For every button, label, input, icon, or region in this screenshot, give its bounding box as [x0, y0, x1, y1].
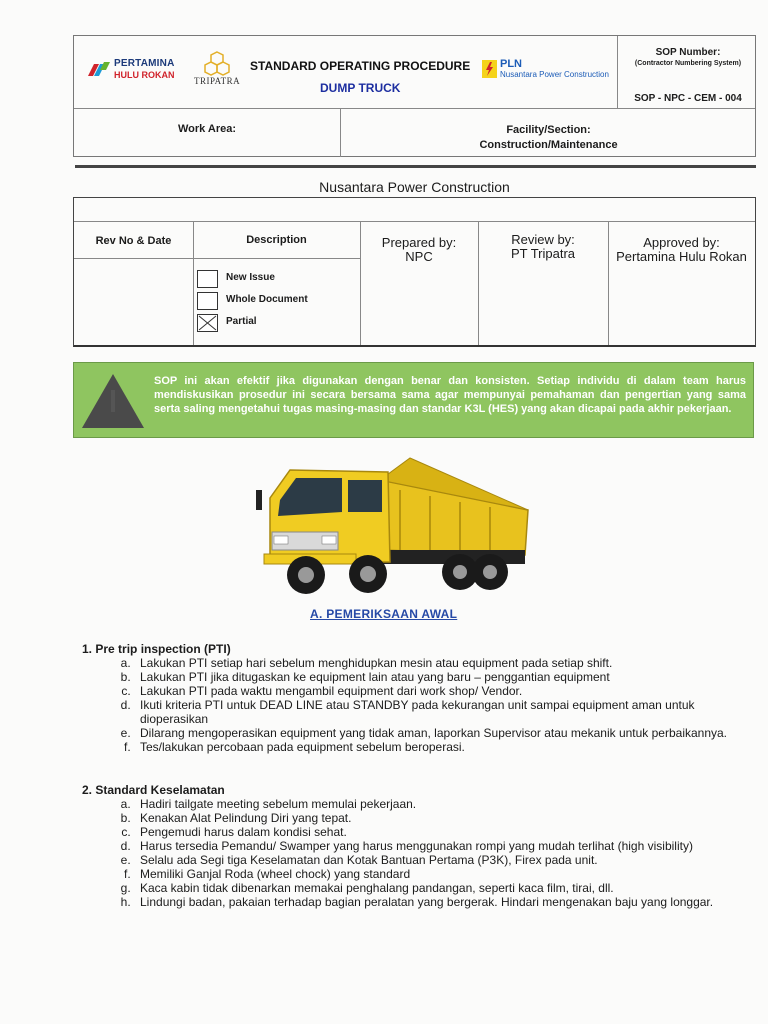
prepared-by-value: NPC	[405, 249, 433, 264]
partial-checkbox[interactable]	[197, 314, 218, 332]
approved-by-value: Pertamina Hulu Rokan	[616, 249, 747, 264]
partial-label: Partial	[226, 316, 257, 327]
review-by-cell	[478, 233, 608, 261]
header-divider	[75, 165, 756, 168]
notice-text: SOP ini akan efektif jika digunakan dengan benar dan konsisten. Setiap individu di dalam team harus mendiskusikan prosedur ini secara bersama sama agar mempunyai pemahaman dan pengertian yang sama serta saling mengetahui tugas masing-masing dan standar K3L (HES) yang akan dicapai pada akhir pekerjaan.	[154, 375, 746, 415]
notice-banner	[73, 362, 754, 438]
list-item: c. Lakukan PTI pada waktu mengambil equipment dari work shop/ Vendor.	[134, 684, 734, 698]
document-subtitle: DUMP TRUCK	[320, 81, 401, 95]
review-by-label: Review by:	[511, 232, 575, 247]
list-item: f. Tes/lakukan percobaan pada equipment sebelum beroperasi.	[134, 740, 734, 754]
sop-number-system: (Contractor Numbering System)	[634, 60, 742, 67]
review-by-value: PT Tripatra	[510, 246, 576, 261]
document-title: STANDARD OPERATING PROCEDURE	[250, 59, 471, 73]
check-x-icon	[198, 315, 217, 331]
new-issue-checkbox[interactable]	[197, 270, 218, 288]
section-1-heading: 1. Pre trip inspection (PTI)	[82, 642, 231, 656]
section-title: A. PEMERIKSAAN AWAL	[310, 607, 458, 621]
list-item: b. Kenakan Alat Pelindung Diri yang tepat.	[134, 811, 734, 825]
description-header: Description	[246, 234, 307, 246]
pln-logo: PLN Nusantara Power Construction	[482, 58, 612, 86]
approved-by-label: Approved by:	[643, 235, 720, 250]
section-1-list	[110, 656, 734, 754]
list-item: a. Hadiri tailgate meeting sebelum memulai pekerjaan.	[134, 797, 734, 811]
prepared-by-cell	[360, 236, 478, 264]
whole-document-label: Whole Document	[226, 294, 308, 305]
list-item: d. Ikuti kriteria PTI untuk DEAD LINE atau STANDBY pada kekurangan unit sampai equipment aman untuk dioperasikan	[134, 698, 734, 726]
list-item: f. Memiliki Ganjal Roda (wheel chock) yang standard	[134, 867, 734, 881]
list-item: g. Kaca kabin tidak dibenarkan memakai penghalang pandangan, seperti kaca film, tirai, dll.	[134, 881, 734, 895]
warning-triangle-icon	[80, 372, 146, 430]
list-item: h. Lindungi badan, pakaian terhadap bagian peralatan yang bergerak. Hindari mengenakan baju yang longgar.	[134, 895, 734, 909]
sop-number-value: SOP - NPC - CEM - 004	[634, 93, 742, 104]
sop-header-table	[73, 35, 756, 157]
approved-by-cell	[608, 236, 755, 264]
list-item: a. Lakukan PTI setiap hari sebelum menghidupkan mesin atau equipment pada setiap shift.	[134, 656, 734, 670]
work-area-label: Work Area:	[177, 123, 237, 135]
list-item: c. Pengemudi harus dalam kondisi sehat.	[134, 825, 734, 839]
rev-no-date-header: Rev No & Date	[95, 235, 172, 247]
list-item: e. Dilarang mengoperasikan equipment yang tidak aman, laporkan Supervisor atau mekanik untuk perbaikannya.	[134, 726, 734, 740]
list-item: b. Lakukan PTI jika ditugaskan ke equipment lain atau yang baru – penggantian equipment	[134, 670, 734, 684]
section-2-heading: 2. Standard Keselamatan	[82, 783, 225, 797]
company-name: Nusantara Power Construction	[319, 179, 510, 195]
new-issue-label: New Issue	[226, 272, 275, 283]
list-item: e. Selalu ada Segi tiga Keselamatan dan Kotak Bantuan Pertama (P3K), Firex pada unit.	[134, 853, 734, 867]
sop-number-label: SOP Number:	[655, 47, 721, 58]
revision-table	[73, 197, 756, 347]
whole-document-checkbox[interactable]	[197, 292, 218, 310]
prepared-by-label: Prepared by:	[381, 235, 457, 250]
facility-label: Facility/Section:	[506, 124, 591, 136]
pertamina-logo: PERTAMINA HULU ROKAN	[86, 54, 191, 84]
list-item: d. Harus tersedia Pemandu/ Swamper yang harus menggunakan rompi yang mudah terlihat (high visibility)	[134, 839, 734, 853]
facility-cell	[340, 123, 757, 153]
dump-truck-image	[250, 450, 535, 600]
tripatra-logo: TRIPATRA	[194, 50, 244, 88]
section-2-list	[110, 797, 734, 909]
facility-value: Construction/Maintenance	[479, 139, 618, 151]
